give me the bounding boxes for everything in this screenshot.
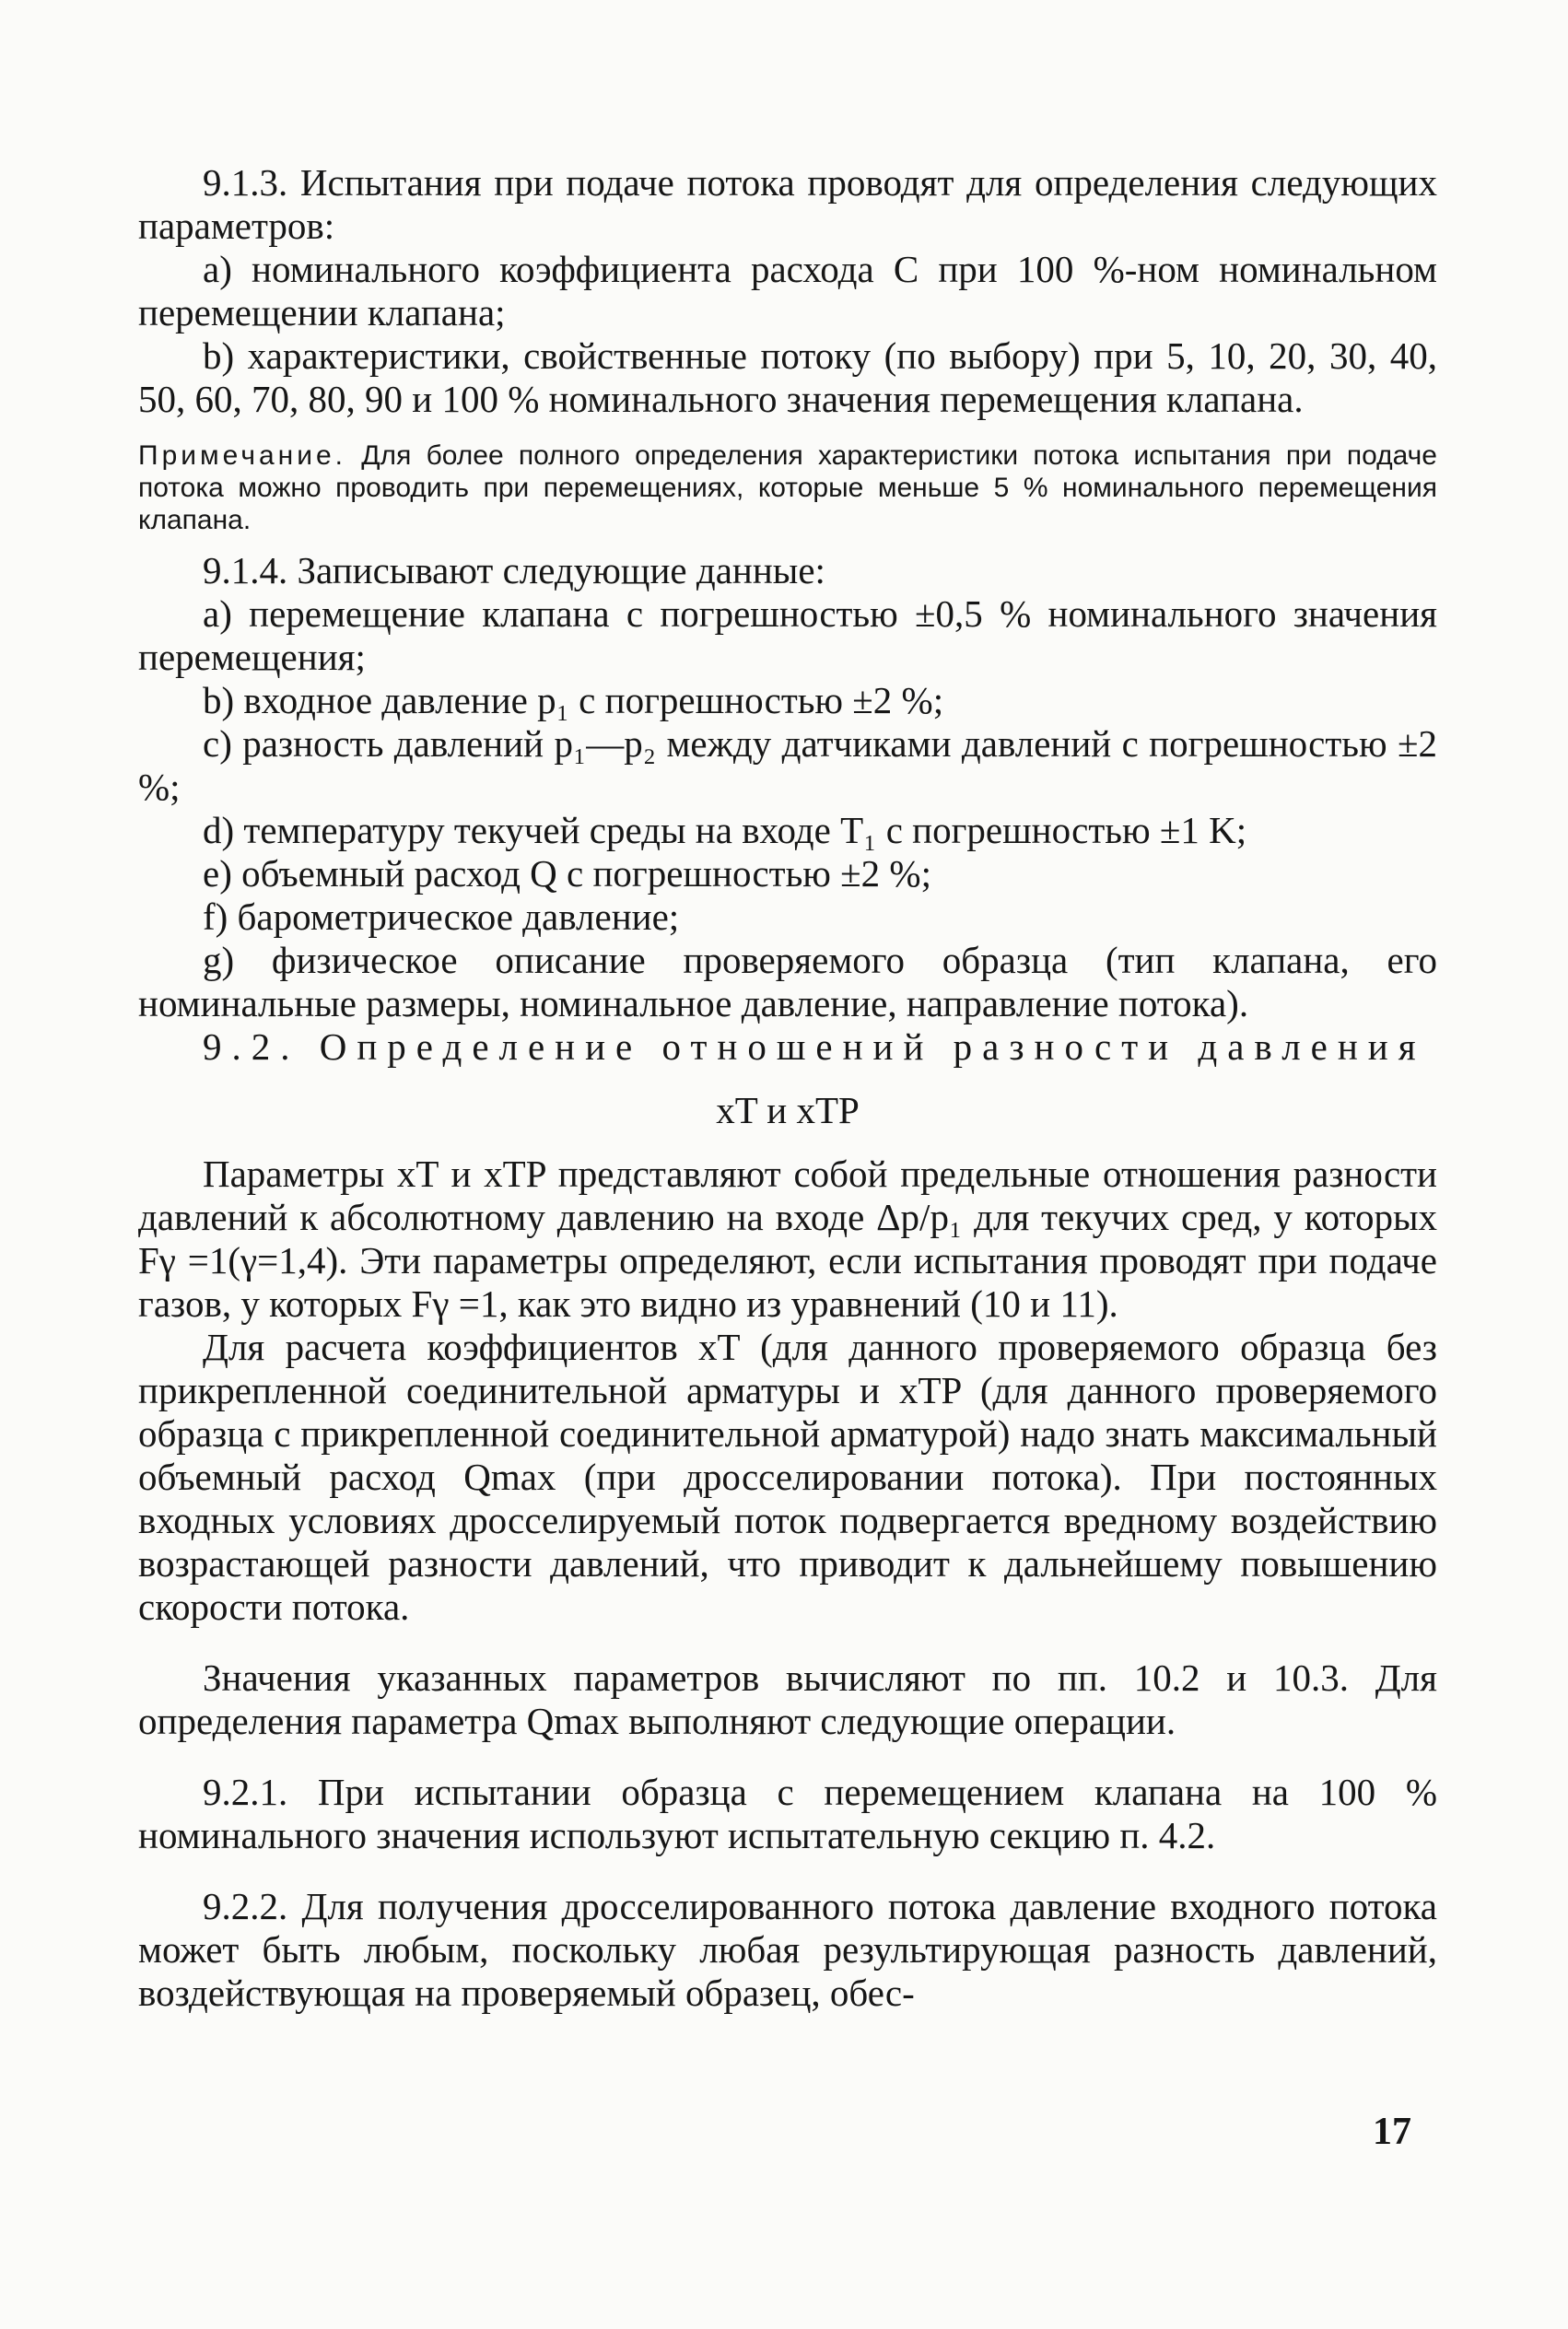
section-heading-9-2: 9.2. Определение отношений разности давления — [203, 1025, 1426, 1068]
paragraph-9-1-4: 9.1.4. Записывают следующие данные: — [203, 549, 825, 591]
list-item-9-1-3-a: a) номинального коэффициента расхода C при 100 %-ном номинальном перемещении клапана; — [138, 248, 1437, 334]
note-label: Примечание. — [138, 440, 346, 471]
paragraph-9-2-calculation: Для расчета коэффициентов xT (для данного проверяемого образца без прикрепленной соединительной арматуры и xTP (для данного проверяемого образца с прикрепленной соединительной арматурой) надо знать максимальный объемный расход Qmax (при дросселировании потока). При постоянных входных условиях дросселируемый поток подвергается вредному воздействию возрастающей разности давлений, что приводит к дальнейшему повышению скорости потока. — [138, 1326, 1437, 1628]
paragraph-9-1-3: 9.1.3. Испытания при подаче потока проводят для определения следующих параметров: — [138, 161, 1437, 247]
page-body — [138, 161, 1437, 2015]
list-item-9-1-4-e: e) объемный расход Q с погрешностью ±2 %; — [203, 852, 931, 895]
list-item-9-1-4-c: c) разность давлений p₁—p₂ между датчиками давлений с погрешностью ±2 %; — [138, 722, 1437, 808]
list-item-9-1-4-d: d) температуру текучей среды на входе T₁ с погрешностью ±1 K; — [203, 809, 1247, 851]
paragraph-9-2-values: Значения указанных параметров вычисляют по пп. 10.2 и 10.3. Для определения параметра Qmax выполняют следующие операции. — [138, 1656, 1437, 1742]
list-item-9-1-4-b: b) входное давление p₁ с погрешностью ±2 %; — [203, 679, 944, 721]
note — [138, 439, 1437, 536]
note-text: Для более полного определения характеристики потока испытания при подаче потока можно проводить при перемещениях, которые меньше 5 % номинального перемещения клапана. — [138, 440, 1437, 535]
list-item-9-1-4-f: f) барометрическое давление; — [203, 895, 680, 938]
paragraph-9-2-1: 9.2.1. При испытании образца с перемещением клапана на 100 % номинального значения используют испытательную секцию п. 4.2. — [138, 1771, 1437, 1856]
list-item-9-1-3-b: b) характеристики, свойственные потоку (по выбору) при 5, 10, 20, 30, 40, 50, 60, 70, 80, 90 и 100 % номинального значения перемещения клапана. — [138, 334, 1437, 420]
formula-xt-xtp: xT и xTP — [716, 1089, 860, 1131]
list-item-9-1-4-g: g) физическое описание проверяемого образца (тип клапана, его номинальные размеры, номинальное давление, направление потока). — [138, 939, 1437, 1024]
page-number: 17 — [1373, 2111, 1411, 2153]
paragraph-9-2-2: 9.2.2. Для получения дросселированного потока давление входного потока может быть любым, поскольку любая результирующая разность давлений, воздействующая на проверяемый образец, обес- — [138, 1885, 1437, 2014]
list-item-9-1-4-a: a) перемещение клапана с погрешностью ±0,5 % номинального значения перемещения; — [138, 592, 1437, 678]
paragraph-9-2-parameters: Параметры xT и xTP представляют собой предельные отношения разности давлений к абсолютному давлению на входе Δp/p₁ для текучих сред, у которых Fγ =1(γ=1,4). Эти параметры определяют, если испытания проводят при подаче газов, у которых Fγ =1, как это видно из уравнений (10 и 11). — [138, 1153, 1437, 1325]
